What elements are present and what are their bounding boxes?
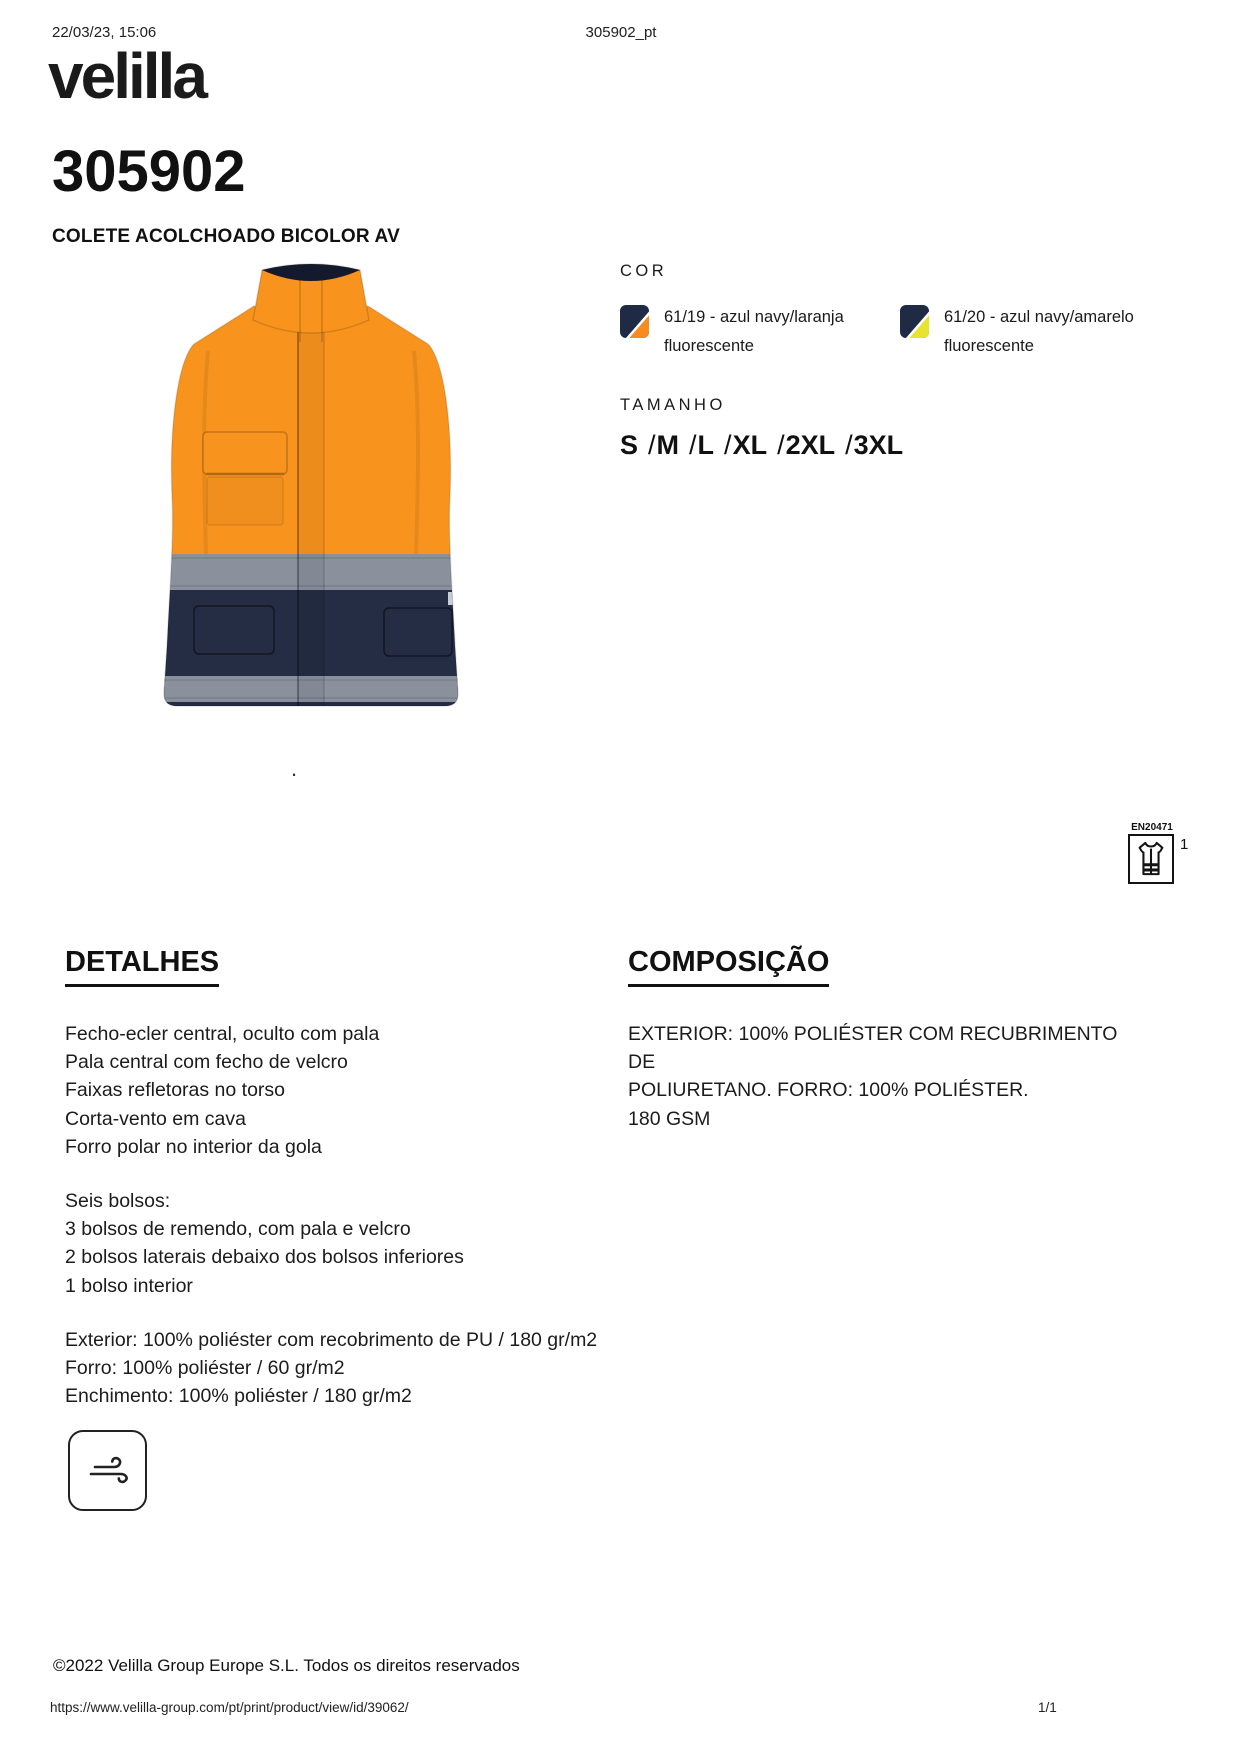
text-line: 2 bolsos laterais debaixo dos bolsos inferiores (65, 1246, 464, 1269)
color-swatch-navy-orange-icon (620, 305, 649, 343)
color-option-1-name-2: fluorescente (664, 337, 754, 355)
brand-logo: velilla (48, 40, 205, 112)
text-line: Corta-vento em cava (65, 1107, 246, 1130)
product-name: COLETE ACOLCHOADO BICOLOR AV (52, 226, 400, 247)
details-text (65, 1020, 605, 1436)
size-separator: / (777, 430, 785, 460)
color-swatch-navy-yellow-icon (900, 305, 929, 343)
footer-copyright: ©2022 Velilla Group Europe S.L. Todos os direitos reservados (53, 1656, 520, 1675)
product-code: 305902 (52, 139, 246, 204)
details-features (65, 1020, 605, 1161)
vest-image (150, 256, 472, 708)
color-section-label: COR (620, 262, 668, 280)
color-option-2-name-2: fluorescente (944, 337, 1034, 355)
photo-caption-dot: . (291, 756, 298, 781)
details-heading: DETALHES (65, 946, 219, 987)
color-option-2-name: 61/20 - azul navy/amarelo (944, 308, 1134, 326)
text-line: Pala central com fecho de velcro (65, 1051, 348, 1074)
en20471-vest-icon (1128, 834, 1174, 884)
composition-text (628, 1020, 1128, 1133)
text-line: Seis bolsos: (65, 1190, 171, 1213)
print-datetime: 22/03/23, 15:06 (52, 24, 157, 41)
details-materials (65, 1326, 605, 1411)
size-section-label: TAMANHO (620, 396, 726, 414)
color-option-1 (620, 303, 844, 361)
size-option: M (656, 430, 680, 460)
size-separator: / (648, 430, 656, 460)
size-option: L (697, 430, 715, 460)
text-line: 1 bolso interior (65, 1274, 193, 1297)
certification-class: 1 (1180, 836, 1189, 853)
text-line: Faixas refletoras no torso (65, 1079, 286, 1102)
text-line: 3 bolsos de remendo, com pala e velcro (65, 1218, 411, 1241)
size-option: 3XL (853, 430, 904, 460)
color-option-1-name: 61/19 - azul navy/laranja (664, 308, 844, 326)
footer-url: https://www.velilla-group.com/pt/print/product/view/id/39062/ (50, 1700, 409, 1715)
text-line: Exterior: 100% poliéster com recobrimento de PU / 180 gr/m2 (65, 1328, 598, 1351)
size-option: 2XL (785, 430, 836, 460)
size-separator: / (724, 430, 732, 460)
size-separator: / (689, 430, 697, 460)
size-option: XL (732, 430, 768, 460)
certification-standard: EN20471 (1131, 822, 1173, 833)
size-separator: / (845, 430, 853, 460)
details-pockets (65, 1187, 605, 1300)
certification-badge (1128, 822, 1188, 884)
text-line: POLIURETANO. FORRO: 100% POLIÉSTER. (628, 1079, 1029, 1102)
size-list (620, 430, 903, 461)
footer-page-number: 1/1 (1038, 1700, 1057, 1715)
text-line: Forro: 100% poliéster / 60 gr/m2 (65, 1357, 345, 1380)
text-line: EXTERIOR: 100% POLIÉSTER COM RECUBRIMENTO DE (628, 1023, 1118, 1074)
size-option: S (620, 430, 639, 460)
text-line: Enchimento: 100% poliéster / 180 gr/m2 (65, 1385, 412, 1408)
color-option-2 (900, 303, 1134, 361)
text-line: 180 GSM (628, 1107, 711, 1130)
windproof-icon (68, 1430, 147, 1511)
text-line: Fecho-ecler central, oculto com pala (65, 1023, 380, 1045)
print-doc-title: 305902_pt (585, 24, 657, 41)
text-line: Forro polar no interior da gola (65, 1135, 322, 1158)
composition-heading: COMPOSIÇÃO (628, 946, 829, 987)
product-photo (150, 256, 472, 708)
